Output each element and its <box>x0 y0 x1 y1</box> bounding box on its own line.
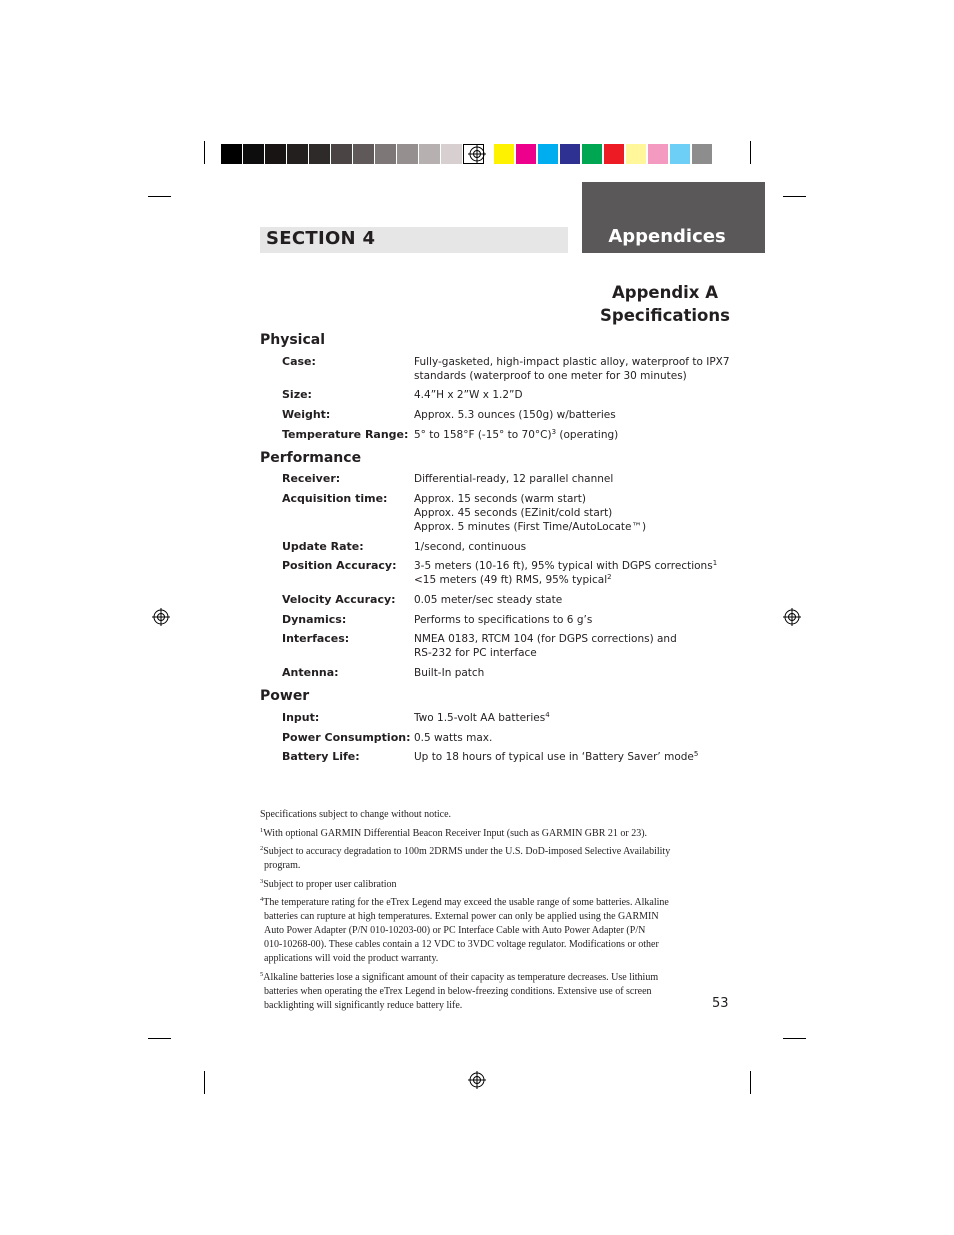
crop-mark <box>204 1071 205 1094</box>
gray-swatch <box>265 144 286 164</box>
footnote-line: batteries can rupture at high temperatures. External power can only be applied using the GARMIN <box>264 911 659 922</box>
temperature-value <box>414 428 618 442</box>
appendices-tab-title: Appendices <box>608 226 726 247</box>
crop-mark <box>148 1038 171 1039</box>
footnote-line: backlighting will significantly reduce battery life. <box>264 1000 463 1011</box>
color-swatch <box>582 144 602 164</box>
color-swatch <box>626 144 646 164</box>
size-label: Size: <box>282 388 312 401</box>
footnote-text: With optional GARMIN Differential Beacon Receiver Input (such as GARMIN GBR 21 or 23). <box>263 828 648 839</box>
position-accuracy-value <box>414 559 717 587</box>
position-accuracy-label: Position Accuracy: <box>282 559 397 572</box>
input-value <box>414 711 550 725</box>
gray-swatch <box>419 144 440 164</box>
velocity-label: Velocity Accuracy: <box>282 593 396 606</box>
position-text: <15 meters (49 ft) RMS, 95% typical <box>414 574 608 586</box>
temperature-range: 5° to 158°F (-15° to 70°C) <box>414 429 552 441</box>
footnote-number: 1 <box>260 827 264 834</box>
crop-mark <box>783 1038 806 1039</box>
antenna-value: Built-In patch <box>414 667 485 679</box>
power-heading: Power <box>260 688 310 704</box>
gray-swatch <box>331 144 352 164</box>
footnote-4 <box>260 896 700 966</box>
case-value <box>414 355 730 383</box>
footnote-line <box>260 845 700 859</box>
position-line <box>414 573 717 587</box>
color-swatch <box>692 144 712 164</box>
registration-mark-icon <box>468 1071 486 1089</box>
footnote-ref: 5 <box>693 750 699 758</box>
update-rate-value: 1/second, continuous <box>414 541 527 553</box>
battery-life-value <box>414 750 698 764</box>
footnote-ref: 1 <box>712 559 718 567</box>
color-swatch <box>538 144 558 164</box>
interfaces-line: NMEA 0183, RTCM 104 (for DGPS corrections) and <box>414 633 677 645</box>
gray-swatch <box>221 144 242 164</box>
receiver-value: Differential-ready, 12 parallel channel <box>414 473 614 485</box>
crop-mark <box>750 1071 751 1094</box>
color-swatch <box>670 144 690 164</box>
position-line <box>414 559 717 573</box>
page-number: 53 <box>712 996 729 1011</box>
dynamics-label: Dynamics: <box>282 613 347 626</box>
gray-swatch <box>243 144 264 164</box>
footnote-2 <box>260 845 700 873</box>
acquisition-line: Approx. 5 minutes (First Time/AutoLocate™) <box>414 521 647 533</box>
power-consumption-value: 0.5 watts max. <box>414 732 493 744</box>
weight-label: Weight: <box>282 408 331 421</box>
footnote-line <box>260 896 700 910</box>
gray-swatch <box>375 144 396 164</box>
gray-swatch <box>287 144 308 164</box>
appendix-heading-line2: Specifications <box>600 306 730 325</box>
input-label: Input: <box>282 711 320 724</box>
velocity-value: 0.05 meter/sec steady state <box>414 594 563 606</box>
footnote-line: batteries when operating the eTrex Legend in below-freezing conditions. Extensive use of screen <box>264 986 652 997</box>
footnote-intro: Specifications subject to change without notice. <box>260 809 452 820</box>
footnote-text: Subject to proper user calibration <box>263 879 397 890</box>
battery-life-text: Up to 18 hours of typical use in ‘Battery Saver’ mode <box>414 751 694 763</box>
input-text: Two 1.5-volt AA batteries <box>414 712 546 724</box>
case-line: Fully-gasketed, high-impact plastic alloy, waterproof to IPX7 <box>414 356 730 368</box>
color-swatch <box>648 144 668 164</box>
footnote-line: applications will void the product warranty. <box>264 953 439 964</box>
footnote-text: Alkaline batteries lose a significant amount of their capacity as temperature decreases. Use lithium <box>263 972 659 983</box>
footnote-number: 4 <box>260 896 264 903</box>
physical-heading: Physical <box>260 332 326 348</box>
footnote-1 <box>260 827 700 841</box>
temperature-label: Temperature Range: <box>282 428 409 441</box>
footnote-3 <box>260 878 700 892</box>
power-consumption-label: Power Consumption: <box>282 731 411 744</box>
footnote-number: 3 <box>260 878 264 885</box>
acquisition-line: Approx. 45 seconds (EZinit/cold start) <box>414 507 613 519</box>
antenna-label: Antenna: <box>282 666 339 679</box>
performance-heading: Performance <box>260 450 362 466</box>
registration-mark-icon <box>783 608 801 626</box>
footnote-ref: 3 <box>551 428 557 436</box>
gray-swatch <box>353 144 374 164</box>
appendix-heading <box>595 281 735 327</box>
update-rate-label: Update Rate: <box>282 540 364 553</box>
color-swatch <box>604 144 624 164</box>
weight-value: Approx. 5.3 ounces (150g) w/batteries <box>414 409 616 421</box>
footnote-line: 010-10268-00). These cables contain a 12 VDC to 3VDC voltage regulator. Modifications or other <box>264 939 659 950</box>
footnote-number: 5 <box>260 971 264 978</box>
footnote-line: program. <box>264 860 301 871</box>
acquisition-line: Approx. 15 seconds (warm start) <box>414 493 586 505</box>
temperature-note: (operating) <box>556 429 619 441</box>
gray-swatch <box>397 144 418 164</box>
color-swatch <box>560 144 580 164</box>
footnote-line: Auto Power Adapter (P/N 010-10203-00) or PC Interface Cable with Auto Power Adapter (P/N <box>264 925 646 936</box>
footnote-number: 2 <box>260 845 264 852</box>
footnote-line <box>260 971 700 985</box>
battery-life-label: Battery Life: <box>282 750 360 763</box>
appendix-heading-line1: Appendix A <box>612 283 718 302</box>
receiver-label: Receiver: <box>282 472 341 485</box>
color-swatch <box>494 144 514 164</box>
interfaces-line: RS-232 for PC interface <box>414 647 537 659</box>
crop-mark <box>148 196 171 197</box>
footnote-5 <box>260 971 700 1013</box>
size-value: 4.4”H x 2”W x 1.2”D <box>414 389 523 401</box>
footnote-text: Subject to accuracy degradation to 100m 2DRMS under the U.S. DoD-imposed Selective Availability <box>263 846 671 857</box>
footnote-text: The temperature rating for the eTrex Legend may exceed the usable range of some batteries. Alkaline <box>263 897 669 908</box>
interfaces-value <box>414 632 677 660</box>
position-text: 3-5 meters (10-16 ft), 95% typical with DGPS corrections <box>414 560 713 572</box>
crop-mark <box>204 141 205 164</box>
section-title: SECTION 4 <box>266 228 376 249</box>
registration-mark-icon <box>468 145 486 163</box>
registration-mark-icon <box>152 608 170 626</box>
color-swatch <box>516 144 536 164</box>
interfaces-label: Interfaces: <box>282 632 350 645</box>
acquisition-value <box>414 492 646 534</box>
gray-swatch <box>441 144 462 164</box>
footnote-ref: 4 <box>545 711 550 719</box>
footnote-ref: 2 <box>607 573 612 581</box>
crop-mark <box>783 196 806 197</box>
crop-mark <box>750 141 751 164</box>
case-line: standards (waterproof to one meter for 30 minutes) <box>414 370 687 382</box>
acquisition-label: Acquisition time: <box>282 492 388 505</box>
case-label: Case: <box>282 355 316 368</box>
gray-swatch <box>309 144 330 164</box>
dynamics-value: Performs to specifications to 6 g’s <box>414 614 593 626</box>
